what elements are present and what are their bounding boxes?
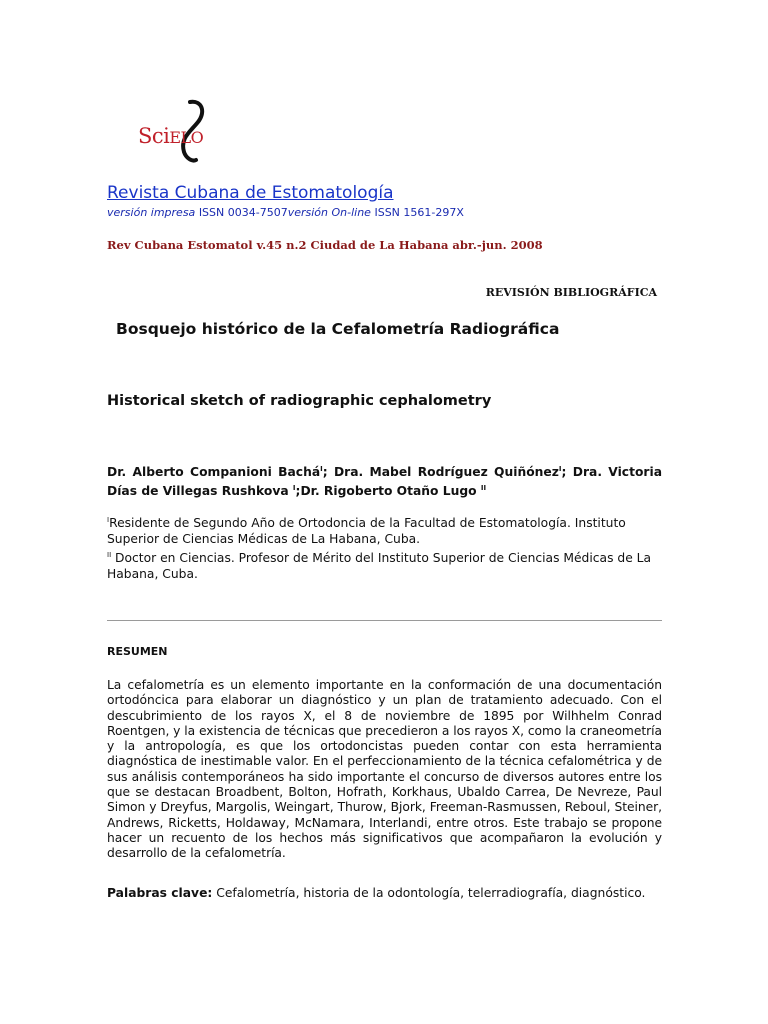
author-affil-sup: II <box>480 484 487 492</box>
title-spanish: Bosquejo histórico de la Cefalometría Radiográfica <box>116 320 560 338</box>
keywords-label: Palabras clave: <box>107 886 213 900</box>
author-name: Dra. Victoria Días de Villegas Rushkova <box>107 465 662 498</box>
issn-print: ISSN 0034-7507 <box>198 206 288 219</box>
author-name: Dra. Mabel Rodríguez Quiñónez <box>333 465 559 479</box>
author-name: Dr. Alberto Companioni Bachá <box>107 465 321 479</box>
author-list <box>107 461 662 499</box>
author-name: Dr. Rigoberto Otaño Lugo <box>300 484 481 498</box>
author-affil-sup: I <box>292 484 296 492</box>
author-separator: ; <box>322 465 334 479</box>
keywords-text: Cefalometría, historia de la odontología, telerradiografía, diagnóstico. <box>212 886 646 900</box>
logo-text-small: ELO <box>169 128 204 147</box>
author-affil-sup: I <box>320 465 323 473</box>
journal-title-link[interactable]: Revista Cubana de Estomatología <box>107 183 394 203</box>
keywords-line <box>107 886 667 900</box>
author-affil-sup: I <box>558 465 562 473</box>
affiliation-text: Doctor en Ciencias. Profesor de Mérito del Instituto Superior de Ciencias Médicas de La Habana, Cuba. <box>107 551 652 581</box>
issn-online-label: versión On-line <box>287 206 371 219</box>
title-english: Historical sketch of radiographic cephalometry <box>107 393 492 409</box>
affiliation-text: Residente de Segundo Año de Ortodoncia de la Facultad de Estomatología. Instituto Superior de Ciencias Médicas de La Habana, Cuba. <box>107 516 626 546</box>
issn-online: ISSN 1561-297X <box>374 206 464 219</box>
abstract-heading: RESUMEN <box>107 645 168 658</box>
section-type: REVISIÓN BIBLIOGRÁFICA <box>485 286 657 299</box>
author-separator: ; <box>561 465 573 479</box>
citation-line: Rev Cubana Estomatol v.45 n.2 Ciudad de La Habana abr.-jun. 2008 <box>107 238 543 252</box>
scielo-logo-text <box>138 124 203 148</box>
affiliation-item <box>107 512 667 547</box>
abstract-text: La cefalometría es un elemento importante en la conformación de una documentación ortodóncica para elaborar un diagnóstico y un plan de tratamiento adecuado. Con el descubrimiento de los rayos X, el 8 de noviembre de 1895 por Wilhhelm Conrad Roentgen, y la existencia de técnicas que precedieron a los rayos X, como la craneometría y la antropología, es que los ortodoncistas pueden contar con esta herramienta diagnóstica de inestimable valor. En el perfeccionamiento de la técnica cefalométrica y de sus análisis contemporáneos ha sido importante el concurso de diversos autores entre los que se destacan Broadbent, Bolton, Hofrath, Korkhaus, Ubaldo Carrea, De Nevreze, Paul Simon y Dreyfus, Margolis, Weingart, Thurow, Bjork, Freeman-Rasmussen, Reboul, Steiner, Andrews, Ricketts, Holdaway, McNamara, Interlandi, entre otros. Este trabajo se propone hacer un recuento de los hechos más significativos que acompañaron la evolución y desarrollo de la cefalometría. <box>107 678 662 861</box>
section-divider <box>107 620 662 621</box>
issn-print-label: versión impresa <box>107 206 196 219</box>
affiliation-item <box>107 547 667 582</box>
issn-line <box>107 206 464 219</box>
affiliation-sup: I <box>107 516 110 524</box>
author-separator: ; <box>295 484 301 498</box>
logo-text-main: Sci <box>138 124 170 148</box>
affiliations <box>107 512 667 582</box>
affiliation-sup: II <box>107 551 112 559</box>
scielo-logo[interactable] <box>138 98 224 164</box>
